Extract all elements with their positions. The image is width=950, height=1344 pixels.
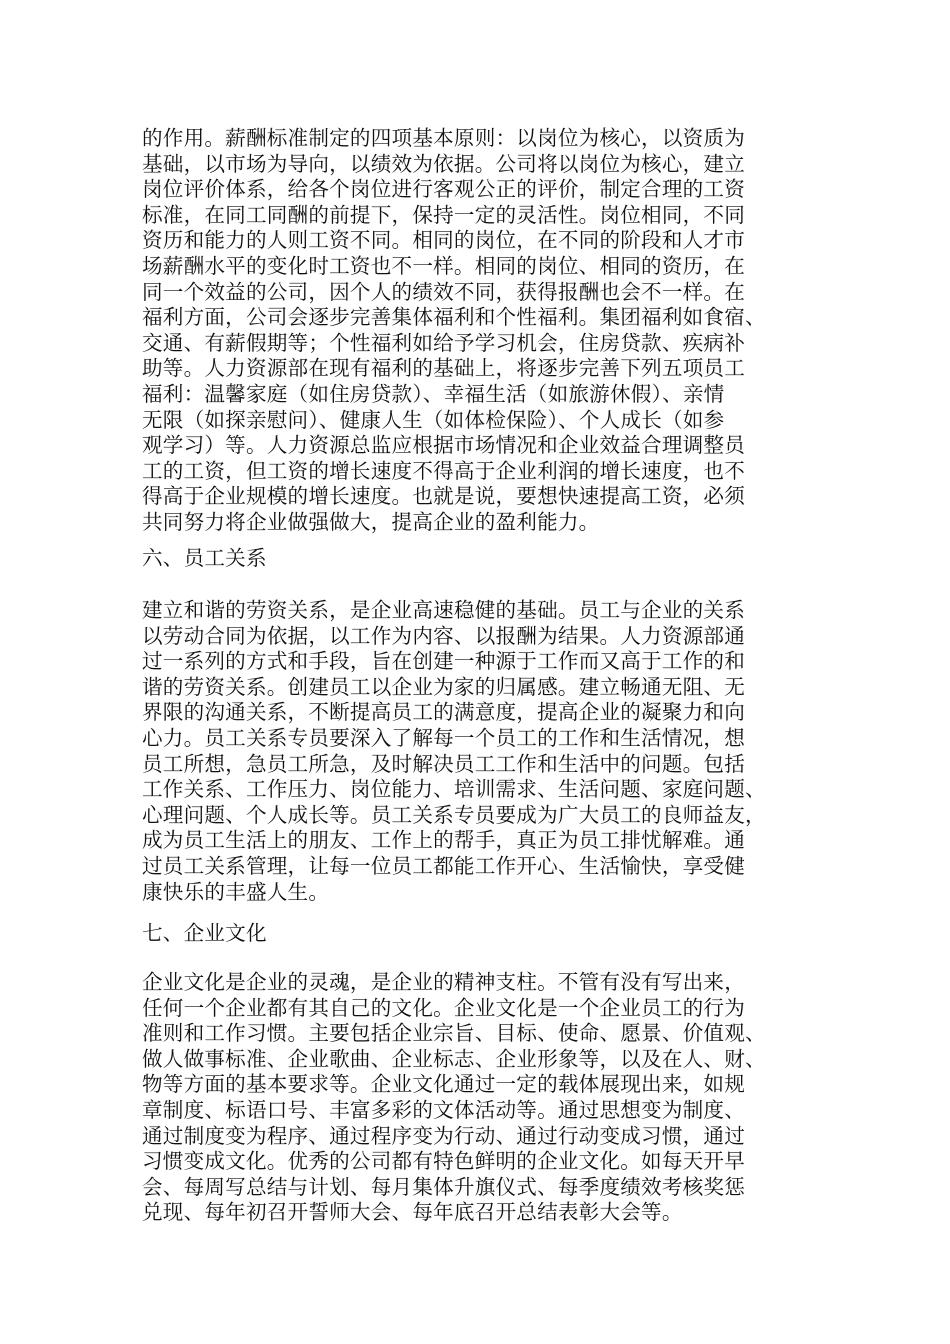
text-line: 章制度、标语口号、丰富多彩的文体活动等。通过思想变为制度、 [142, 1097, 746, 1122]
text-line: 共同努力将企业做强做大，提高企业的盈利能力。 [142, 509, 600, 534]
text-line: 会、每周写总结与计划、每月集体升旗仪式、每季度绩效考核奖惩 [142, 1174, 746, 1199]
text-line: 准则和工作习惯。主要包括企业宗旨、目标、使命、愿景、价值观、 [142, 1021, 766, 1046]
text-line: 观学习）等。人力资源总监应根据市场情况和企业效益合理调整员 [142, 433, 746, 458]
text-line: 兑现、每年初召开誓师大会、每年底召开总结表彰大会等。 [142, 1200, 683, 1225]
text-line: 标准，在同工同酬的前提下，保持一定的灵活性。岗位相同，不同 [142, 202, 746, 227]
heading-text: 六、员工关系 [142, 546, 267, 570]
text-line: 谐的劳资关系。创建员工以企业为家的归属感。建立畅通无阻、无 [142, 674, 746, 699]
text-line: 助等。人力资源部在现有福利的基础上，将逐步完善下列五项员工 [142, 356, 746, 381]
text-line: 以劳动合同为依据，以工作为内容、以报酬为结果。人力资源部通 [142, 623, 746, 648]
text-line: 场薪酬水平的变化时工资也不一样。相同的岗位、相同的资历，在 [142, 253, 746, 278]
text-line: 物等方面的基本要求等。企业文化通过一定的载体展现出来，如规 [142, 1072, 746, 1097]
text-line: 做人做事标准、企业歌曲、企业标志、企业形象等，以及在人、财、 [142, 1046, 766, 1071]
text-line: 任何一个企业都有其自己的文化。企业文化是一个企业员工的行为 [142, 995, 746, 1020]
text-line: 通过制度变为程序、通过程序变为行动、通过行动变成习惯，通过 [142, 1123, 746, 1148]
text-line: 岗位评价体系，给各个岗位进行客观公正的评价，制定合理的工资 [142, 177, 746, 202]
heading-text: 七、企业文化 [142, 921, 267, 945]
text-line: 得高于企业规模的增长速度。也就是说，要想快速提高工资，必须 [142, 484, 746, 509]
text-line: 的作用。薪酬标准制定的四项基本原则：以岗位为核心，以资质为 [142, 126, 746, 150]
text-line: 工作关系、工作压力、岗位能力、培训需求、生活问题、家庭问题、 [142, 777, 766, 802]
text-line: 福利方面，公司会逐步完善集体福利和个性福利。集团福利如食宿、 [142, 305, 766, 330]
text-line: 基础，以市场为导向，以绩效为依据。公司将以岗位为核心，建立 [142, 151, 746, 176]
text-line: 心理问题、个人成长等。员工关系专员要成为广大员工的良师益友， [142, 802, 766, 827]
text-line: 交通、有薪假期等；个性福利如给予学习机会，住房贷款、疾病补 [142, 330, 746, 355]
paragraph-compensation [142, 126, 822, 536]
section-heading-employee-relations [142, 546, 822, 572]
text-line: 成为员工生活上的朋友、工作上的帮手，真正为员工排忧解难。通 [142, 828, 746, 853]
text-line: 界限的沟通关系，不断提高员工的满意度，提高企业的凝聚力和向 [142, 700, 746, 725]
section-heading-corporate-culture [142, 921, 822, 947]
text-line: 康快乐的丰盛人生。 [142, 879, 330, 904]
text-line: 同一个效益的公司，因个人的绩效不同，获得报酬也会不一样。在 [142, 279, 746, 304]
text-line: 无限（如探亲慰问）、健康人生（如体检保险）、个人成长（如参 [142, 407, 725, 432]
text-line: 工的工资，但工资的增长速度不得高于企业利润的增长速度，也不 [142, 458, 746, 483]
paragraph-employee-relations [142, 598, 822, 905]
text-line: 资历和能力的人则工资不同。相同的岗位，在不同的阶段和人才市 [142, 228, 746, 253]
text-line: 过员工关系管理，让每一位员工都能工作开心、生活愉快，享受健 [142, 853, 746, 878]
text-line: 心力。员工关系专员要深入了解每一个员工的工作和生活情况，想 [142, 725, 746, 750]
text-line: 企业文化是企业的灵魂，是企业的精神支柱。不管有没有写出来， [142, 970, 746, 994]
paragraph-corporate-culture [142, 970, 822, 1226]
text-line: 过一系列的方式和手段，旨在创建一种源于工作而又高于工作的和 [142, 649, 746, 674]
text-line: 员工所想，急员工所急，及时解决员工工作和生活中的问题。包括 [142, 751, 746, 776]
text-line: 福利：温馨家庭（如住房贷款）、幸福生活（如旅游休假）、亲情 [142, 381, 725, 406]
text-line: 习惯变成文化。优秀的公司都有特色鲜明的企业文化。如每天开早 [142, 1149, 746, 1174]
text-line: 建立和谐的劳资关系，是企业高速稳健的基础。员工与企业的关系 [142, 598, 746, 622]
